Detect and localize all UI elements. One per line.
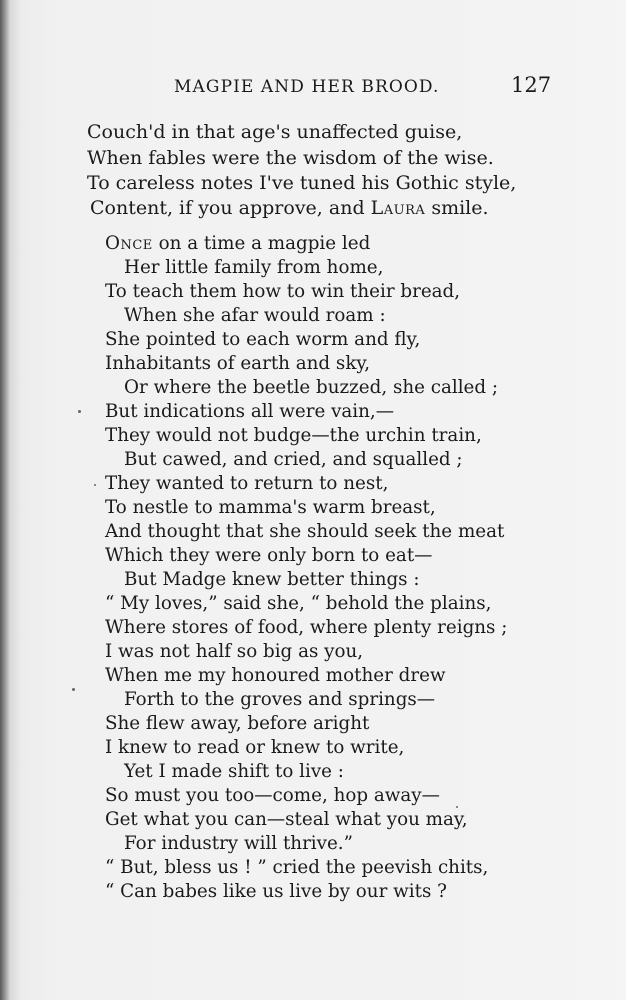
poem-line: “ But, bless us ! ” cried the peevish chits, bbox=[105, 857, 489, 878]
poem-line: They wanted to return to nest, bbox=[105, 473, 389, 494]
poem-line: To teach them how to win their bread, bbox=[105, 281, 461, 302]
poem-line: To nestle to mamma's warm breast, bbox=[105, 497, 436, 518]
dedication-line: Couch'd in that age's unaffected guise, bbox=[87, 121, 463, 143]
poem-line: She pointed to each worm and fly, bbox=[105, 329, 421, 350]
paper-speck bbox=[72, 688, 75, 691]
poem-line: When she afar would roam : bbox=[124, 305, 386, 326]
poem-line: Get what you can—steal what you may, bbox=[105, 809, 468, 830]
page-header bbox=[0, 73, 626, 101]
laura-name: Laura bbox=[370, 197, 426, 219]
dedication-line: To careless notes I've tuned his Gothic style, bbox=[87, 172, 517, 194]
running-title: MAGPIE AND HER BROOD. bbox=[174, 77, 440, 97]
paper-speck bbox=[94, 484, 96, 486]
paper-speck bbox=[456, 806, 458, 808]
poem-line: Forth to the groves and springs— bbox=[124, 689, 436, 710]
poem-line: Yet I made shift to live : bbox=[124, 761, 344, 782]
poem-line: “ My loves,” said she, “ behold the plains, bbox=[105, 593, 492, 614]
poem-line: Which they were only born to eat— bbox=[105, 545, 433, 566]
poem-line-text: on a time a magpie led bbox=[152, 233, 371, 254]
poem-line: “ Can babes like us live by our wits ? bbox=[105, 881, 447, 902]
poem-line bbox=[105, 233, 370, 257]
dedication-text: smile. bbox=[425, 197, 489, 219]
poem-line: Where stores of food, where plenty reigns ; bbox=[105, 617, 508, 638]
poem-line: They would not budge—the urchin train, bbox=[105, 425, 482, 446]
dedication-text: Content, if you approve, and bbox=[90, 197, 371, 219]
poem-line: I knew to read or knew to write, bbox=[105, 737, 405, 758]
page-number: 127 bbox=[511, 73, 552, 97]
paper-speck bbox=[78, 410, 81, 413]
poem-line: Her little family from home, bbox=[124, 257, 384, 278]
poem-line: When me my honoured mother drew bbox=[105, 665, 446, 686]
dedication-line: When fables were the wisdom of the wise. bbox=[87, 147, 494, 169]
opening-word: Once bbox=[105, 233, 153, 254]
poem-line: But cawed, and cried, and squalled ; bbox=[124, 449, 463, 470]
poem-line: So must you too—come, hop away— bbox=[105, 785, 440, 806]
poem-line: But indications all were vain,— bbox=[105, 401, 395, 422]
poem-line: For industry will thrive.” bbox=[124, 833, 353, 854]
dedication-line bbox=[90, 197, 489, 223]
poem-line: But Madge knew better things : bbox=[124, 569, 420, 590]
poem-line: I was not half so big as you, bbox=[105, 641, 364, 662]
poem-line: Inhabitants of earth and sky, bbox=[105, 353, 371, 374]
poem-line: She flew away, before aright bbox=[105, 713, 370, 734]
poem-line: Or where the beetle buzzed, she called ; bbox=[124, 377, 499, 398]
poem-line: And thought that she should seek the meat bbox=[105, 521, 505, 542]
